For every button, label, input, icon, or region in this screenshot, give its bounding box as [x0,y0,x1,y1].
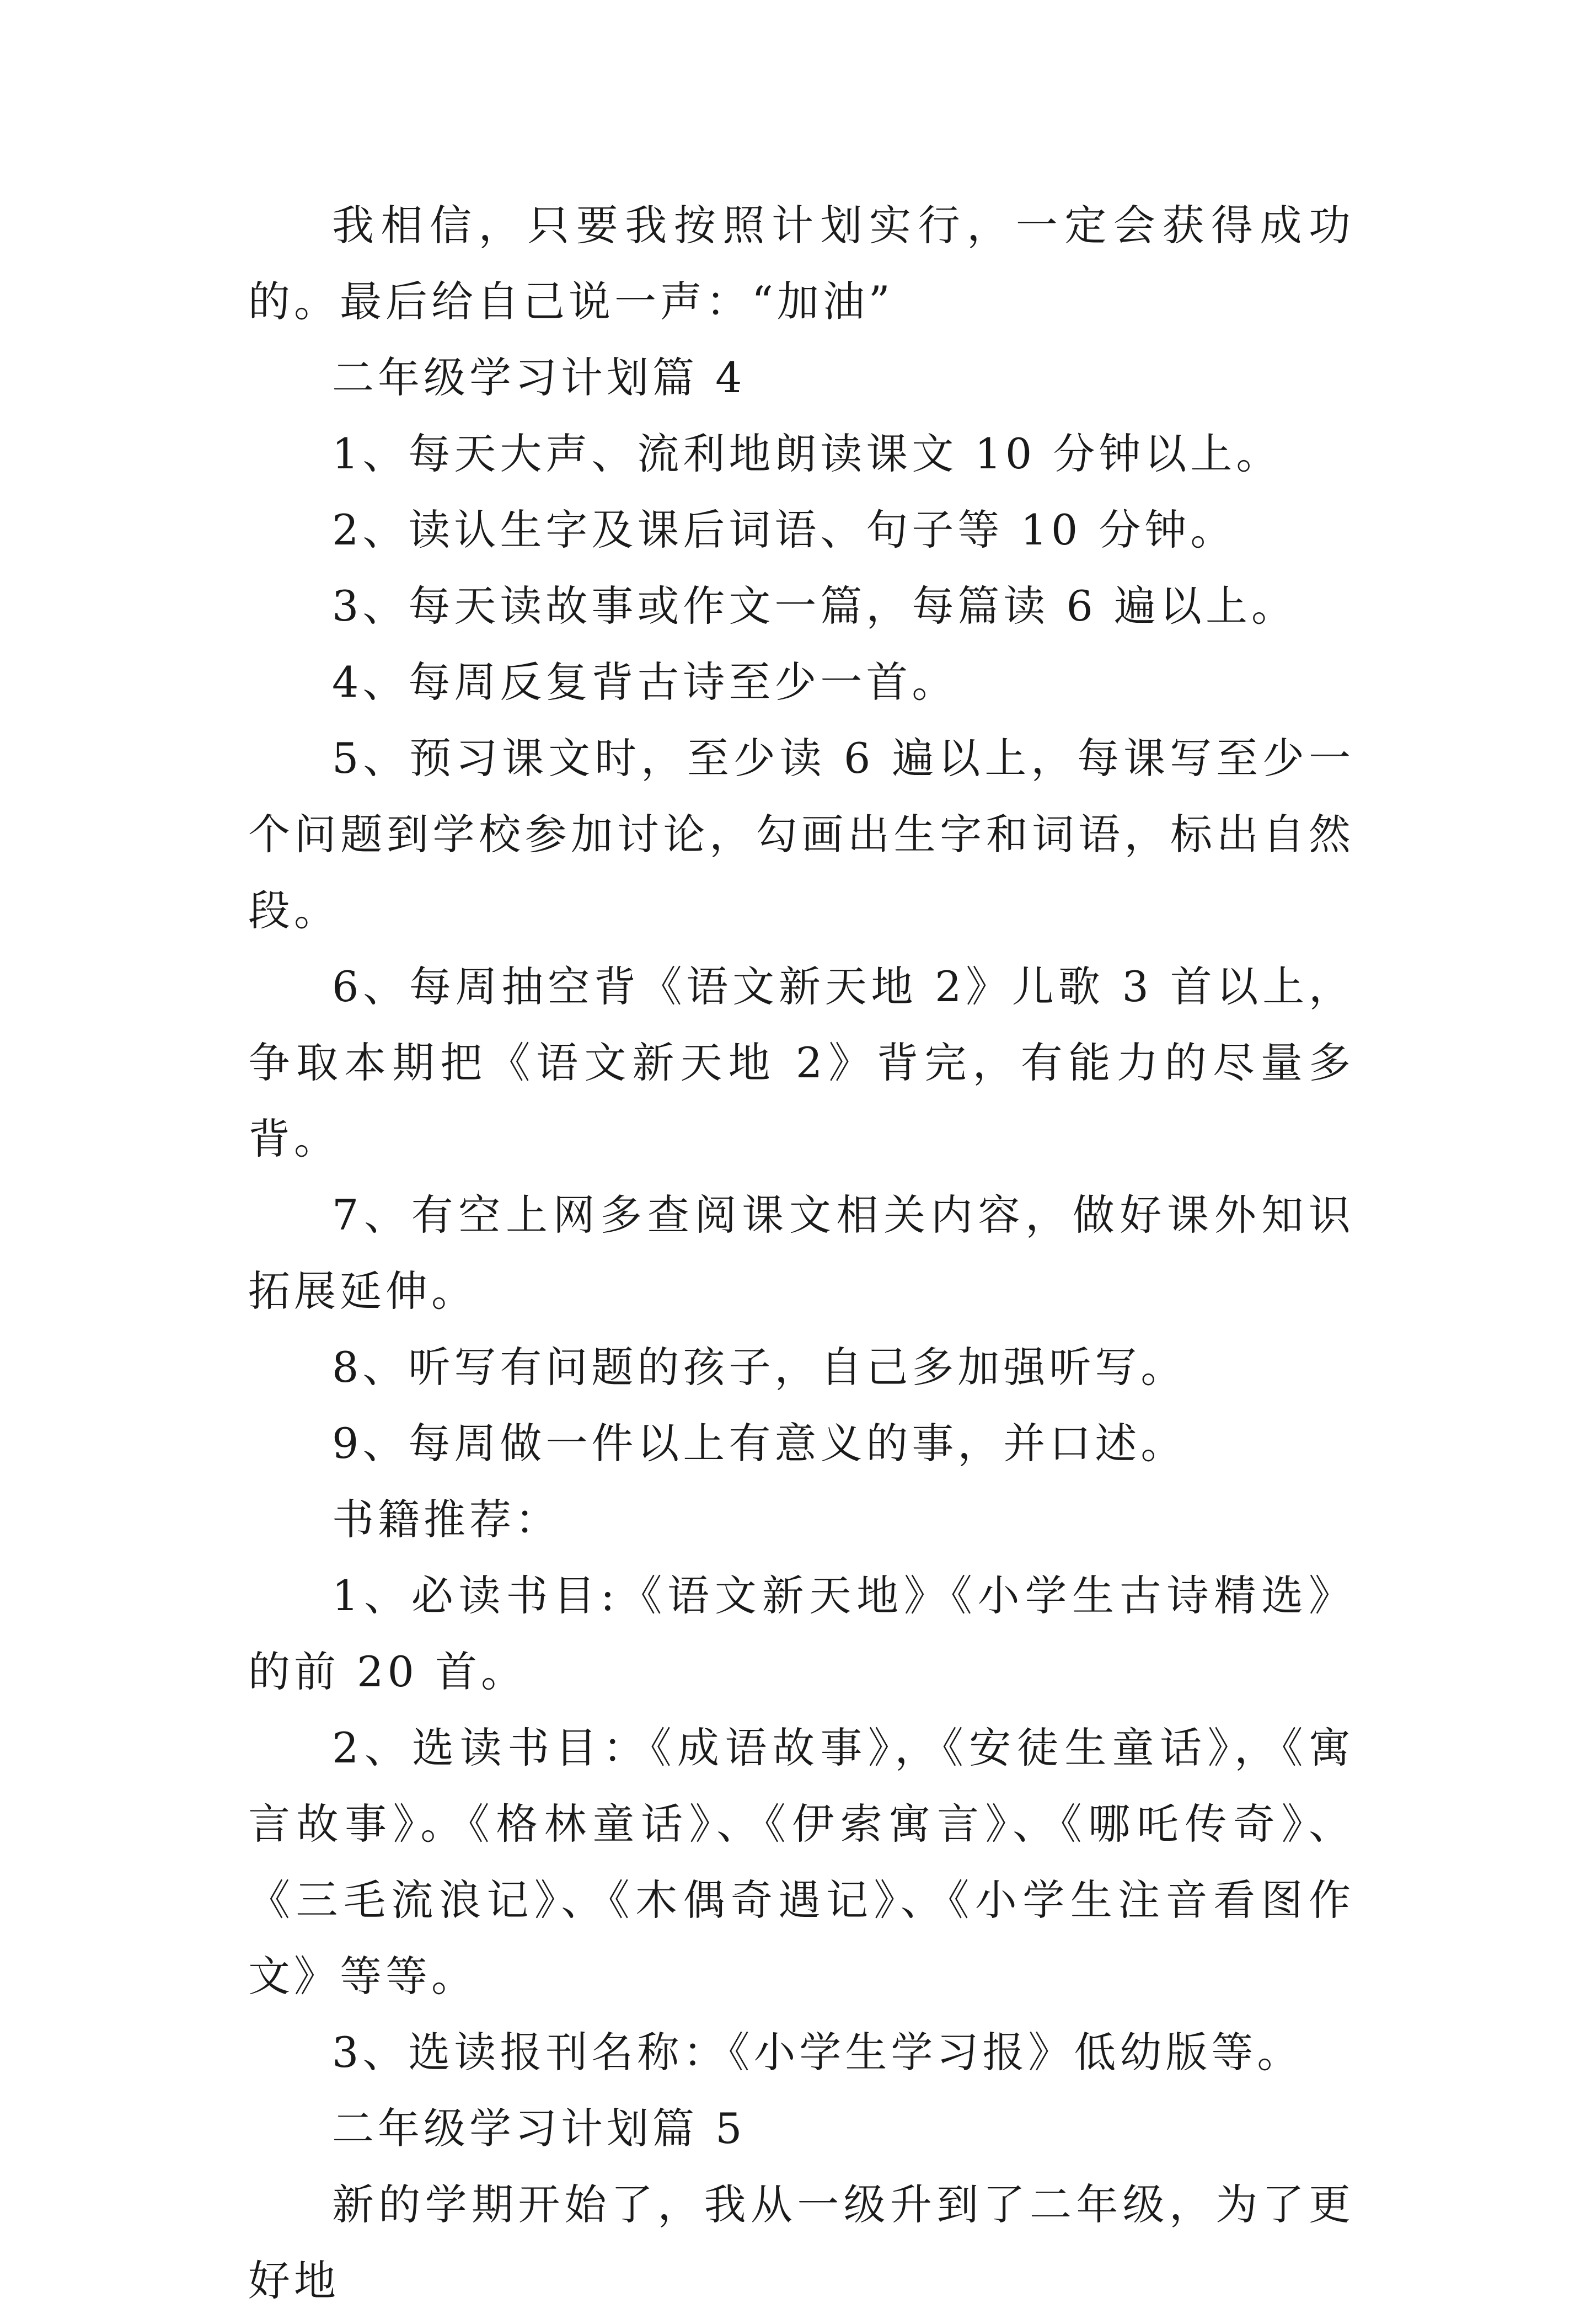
book-item-optional: 2、选读书目：《成语故事》，《安徒生童话》，《寓言故事》。《格林童话》、《伊索寓言》、《哪吒传奇》、《三毛流浪记》、《木偶奇遇记》、《小学生注音看图作文》等等。 [248,1723,1354,2001]
list-item-4: 4、每周反复背古诗至少一首。 [332,658,958,707]
book-item-required: 1、必读书目:《语文新天地》《小学生古诗精选》的前 20 首。 [248,1571,1354,1696]
list-item-9: 9、每周做一件以上有意义的事，并口述。 [332,1419,1187,1468]
list-item-7: 7、有空上网多查阅课文相关内容，做好课外知识拓展延伸。 [248,1190,1354,1316]
document-body [248,188,1354,2319]
list-item-3: 3、每天读故事或作文一篇，每篇读 6 遍以上。 [332,581,1298,630]
list-item-1: 1、每天大声、流利地朗读课文 10 分钟以上。 [332,429,1282,478]
book-recommendation-heading: 书籍推荐： [332,1495,561,1544]
book-item-newspaper: 3、选读报刊名称：《小学生学习报》低幼版等。 [332,2028,1303,2077]
paragraph-intro-plan-5: 新的学期开始了，我从一级升到了二年级，为了更好地 [248,2180,1354,2305]
list-item-6: 6、每周抽空背《语文新天地 2》儿歌 3 首以上，争取本期把《语文新天地 2》背完，有能力的尽量多背。 [248,962,1354,1163]
list-item-5: 5、预习课文时，至少读 6 遍以上，每课写至少一个问题到学校参加讨论，勾画出生字和词语，标出自然段。 [248,734,1354,935]
section-heading-plan-5: 二年级学习计划篇 5 [332,2104,746,2153]
paragraph-closing-line: 我相信，只要我按照计划实行，一定会获得成功的。最后给自己说一声：“加油” [248,201,1354,326]
list-item-2: 2、读认生字及课后词语、句子等 10 分钟。 [332,505,1236,554]
list-item-8: 8、听写有问题的孩子，自己多加强听写。 [332,1343,1187,1392]
section-heading-plan-4: 二年级学习计划篇 4 [332,353,746,402]
